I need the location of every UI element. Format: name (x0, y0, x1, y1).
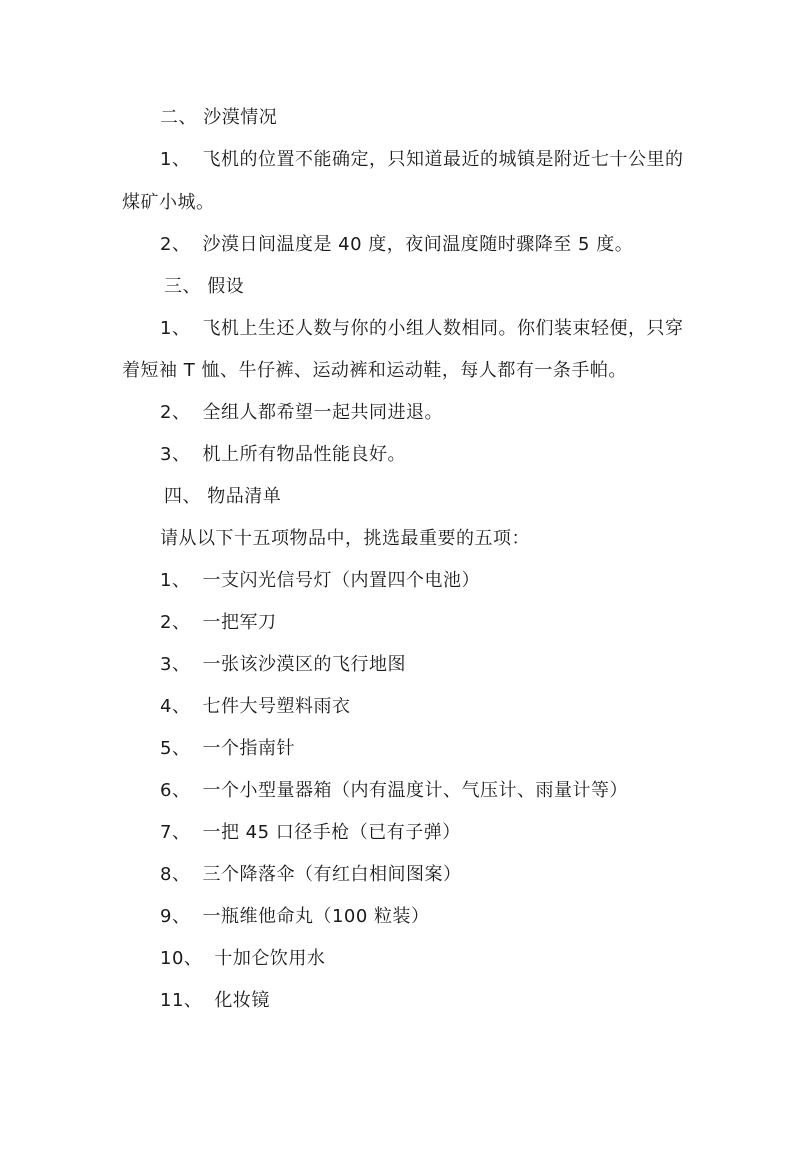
section-intro: 请从以下十五项物品中，挑选最重要的五项： (160, 528, 530, 549)
list-item-continuation: 着短袖 T 恤、牛仔裤、运动裤和运动鞋，每人都有一条手帕。 (122, 360, 627, 381)
section-heading-desert: 二、 沙漠情况 (160, 107, 278, 128)
list-item (160, 317, 683, 341)
item-text: 一张该沙漠区的飞行地图 (202, 654, 406, 675)
item-number: 2、 (160, 402, 191, 423)
list-item (160, 569, 480, 593)
item-text: 沙漠日间温度是 40 度，夜间温度随时骤降至 5 度。 (202, 234, 634, 255)
list-item (160, 148, 683, 172)
item-number: 1、 (160, 149, 191, 170)
section-heading-item-list: 四、 物品清单 (164, 486, 282, 507)
list-item (160, 233, 633, 257)
item-number: 9、 (160, 906, 191, 927)
list-item (160, 401, 443, 425)
item-text: 一个小型量器箱（内有温度计、气压计、雨量计等） (202, 780, 628, 801)
item-number: 7、 (160, 822, 191, 843)
item-number: 2、 (160, 234, 191, 255)
item-number: 8、 (160, 864, 191, 885)
item-text: 一把 45 口径手枪（已有子弹） (202, 822, 461, 843)
item-text: 化妆镜 (214, 990, 270, 1011)
section-heading-assumptions: 三、 假设 (164, 276, 245, 297)
list-item (160, 443, 406, 467)
item-number: 5、 (160, 738, 191, 759)
list-item (160, 611, 276, 635)
item-text: 十加仑饮用水 (214, 948, 326, 969)
item-number: 6、 (160, 780, 191, 801)
list-item (160, 821, 461, 845)
item-number: 1、 (160, 570, 191, 591)
list-item (160, 947, 325, 971)
list-item (160, 863, 461, 887)
list-item (160, 737, 295, 761)
item-number: 11、 (160, 990, 203, 1011)
list-item (160, 779, 628, 803)
list-item (160, 989, 270, 1013)
item-number: 10、 (160, 948, 203, 969)
item-text: 一瓶维他命丸（100 粒装） (202, 906, 430, 927)
item-number: 2、 (160, 612, 191, 633)
item-number: 3、 (160, 444, 191, 465)
item-text: 一个指南针 (202, 738, 295, 759)
list-item (160, 695, 350, 719)
item-text: 机上所有物品性能良好。 (202, 444, 406, 465)
item-text: 三个降落伞（有红白相间图案） (202, 864, 462, 885)
item-text: 七件大号塑料雨衣 (202, 696, 351, 717)
item-text: 飞机上生还人数与你的小组人数相同。你们装束轻便，只穿 (202, 318, 684, 339)
list-item (160, 653, 406, 677)
item-number: 3、 (160, 654, 191, 675)
item-text: 飞机的位置不能确定，只知道最近的城镇是附近七十公里的 (202, 149, 684, 170)
item-text: 一把军刀 (202, 612, 277, 633)
item-text: 全组人都希望一起共同进退。 (202, 402, 443, 423)
item-number: 1、 (160, 318, 191, 339)
list-item-continuation: 煤矿小城。 (122, 192, 215, 213)
list-item (160, 905, 430, 929)
item-text: 一支闪光信号灯（内置四个电池） (202, 570, 480, 591)
item-number: 4、 (160, 696, 191, 717)
